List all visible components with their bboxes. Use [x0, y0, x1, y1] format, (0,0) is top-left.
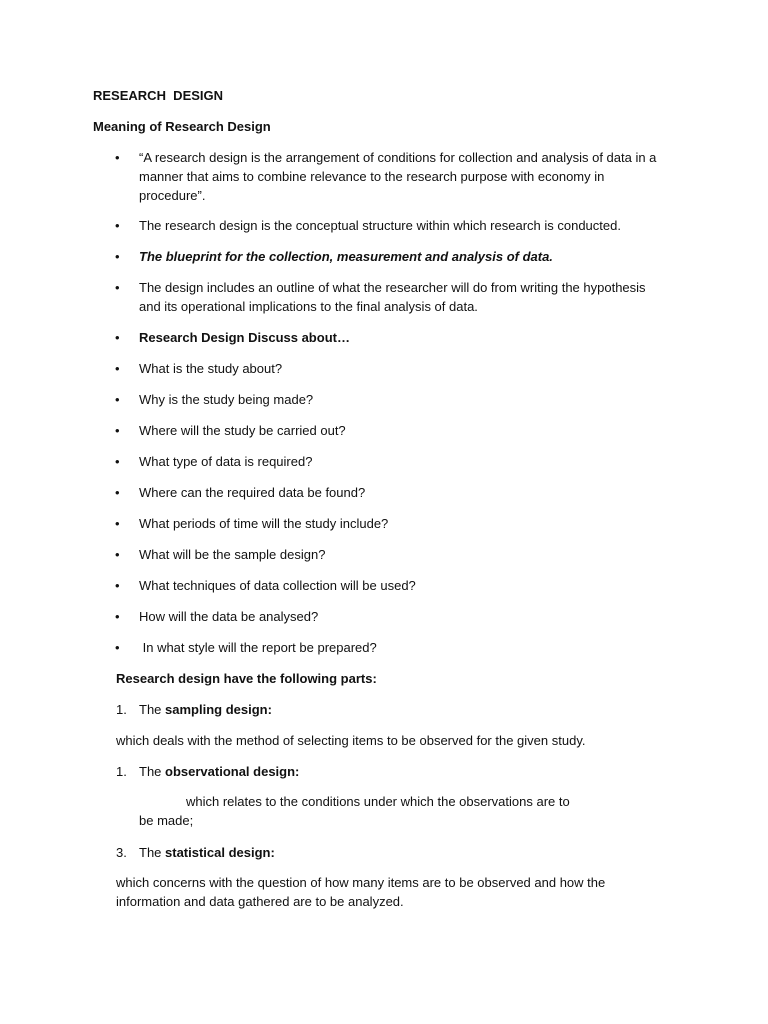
part-name-statistical: statistical design:: [165, 845, 275, 860]
bullet-marker: •: [115, 423, 120, 438]
part-description: which relates to the conditions under which the observations are to: [186, 794, 570, 809]
part-number: 1.: [116, 764, 127, 779]
part-name-sampling: sampling design:: [165, 702, 272, 717]
part-description-cont: information and data gathered are to be analyzed.: [116, 894, 404, 909]
bullet-marker: •: [115, 609, 120, 624]
bullet-marker: •: [115, 330, 120, 345]
bullet-item: What periods of time will the study include?: [139, 516, 389, 531]
bullet-marker: •: [115, 218, 120, 233]
bullet-item: What techniques of data collection will be used?: [139, 578, 416, 593]
bullet-marker: •: [115, 392, 120, 407]
part-prefix: The: [139, 702, 166, 717]
part-title: [139, 762, 299, 781]
bullet-marker: •: [115, 547, 120, 562]
section-heading: Meaning of Research Design: [93, 119, 271, 134]
bullet-marker: •: [115, 280, 120, 295]
part-number: 3.: [116, 845, 127, 860]
part-name-observational: observational design:: [165, 764, 300, 779]
bullet-marker: •: [115, 485, 120, 500]
bullet-item: In what style will the report be prepared?: [139, 640, 377, 655]
part-description-cont: be made;: [139, 813, 194, 828]
part-title: [139, 700, 272, 719]
part-title: [139, 843, 275, 862]
part-description: which concerns with the question of how many items are to be observed and how the: [116, 875, 606, 890]
bullet-marker: •: [115, 454, 120, 469]
bullet-marker: •: [115, 640, 120, 655]
bullet-item-heading: Research Design Discuss about…: [139, 330, 350, 345]
bullet-item-definition: “A research design is the arrangement of conditions for collection and analysis of data in a manner that aims to combine relevance to the research purpose with economy in procedure”.: [139, 150, 657, 203]
bullet-item: The design includes an outline of what the researcher will do from writing the hypothesis and its operational implications to the final analysis of data.: [139, 280, 646, 314]
bullet-item-emphasis: The blueprint for the collection, measurement and analysis of data.: [139, 249, 553, 264]
bullet-item: What will be the sample design?: [139, 547, 326, 562]
bullet-marker: •: [115, 578, 120, 593]
bullet-marker: •: [115, 150, 120, 165]
part-prefix: The: [139, 764, 166, 779]
bullet-item: Where will the study be carried out?: [139, 423, 346, 438]
bullet-item: The research design is the conceptual structure within which research is conducted.: [139, 218, 621, 233]
bullet-item: What is the study about?: [139, 361, 283, 376]
part-number: 1.: [116, 702, 127, 717]
bullet-item: Why is the study being made?: [139, 392, 314, 407]
part-prefix: The: [139, 845, 166, 860]
bullet-item: What type of data is required?: [139, 454, 313, 469]
bullet-marker: •: [115, 516, 120, 531]
bullet-item: Where can the required data be found?: [139, 485, 366, 500]
parts-heading: Research design have the following parts:: [116, 671, 377, 686]
bullet-marker: •: [115, 361, 120, 376]
bullet-item: How will the data be analysed?: [139, 609, 319, 624]
part-description: which deals with the method of selecting items to be observed for the given study.: [116, 733, 586, 748]
bullet-marker: •: [115, 249, 120, 264]
document-title: RESEARCH DESIGN: [93, 88, 224, 103]
